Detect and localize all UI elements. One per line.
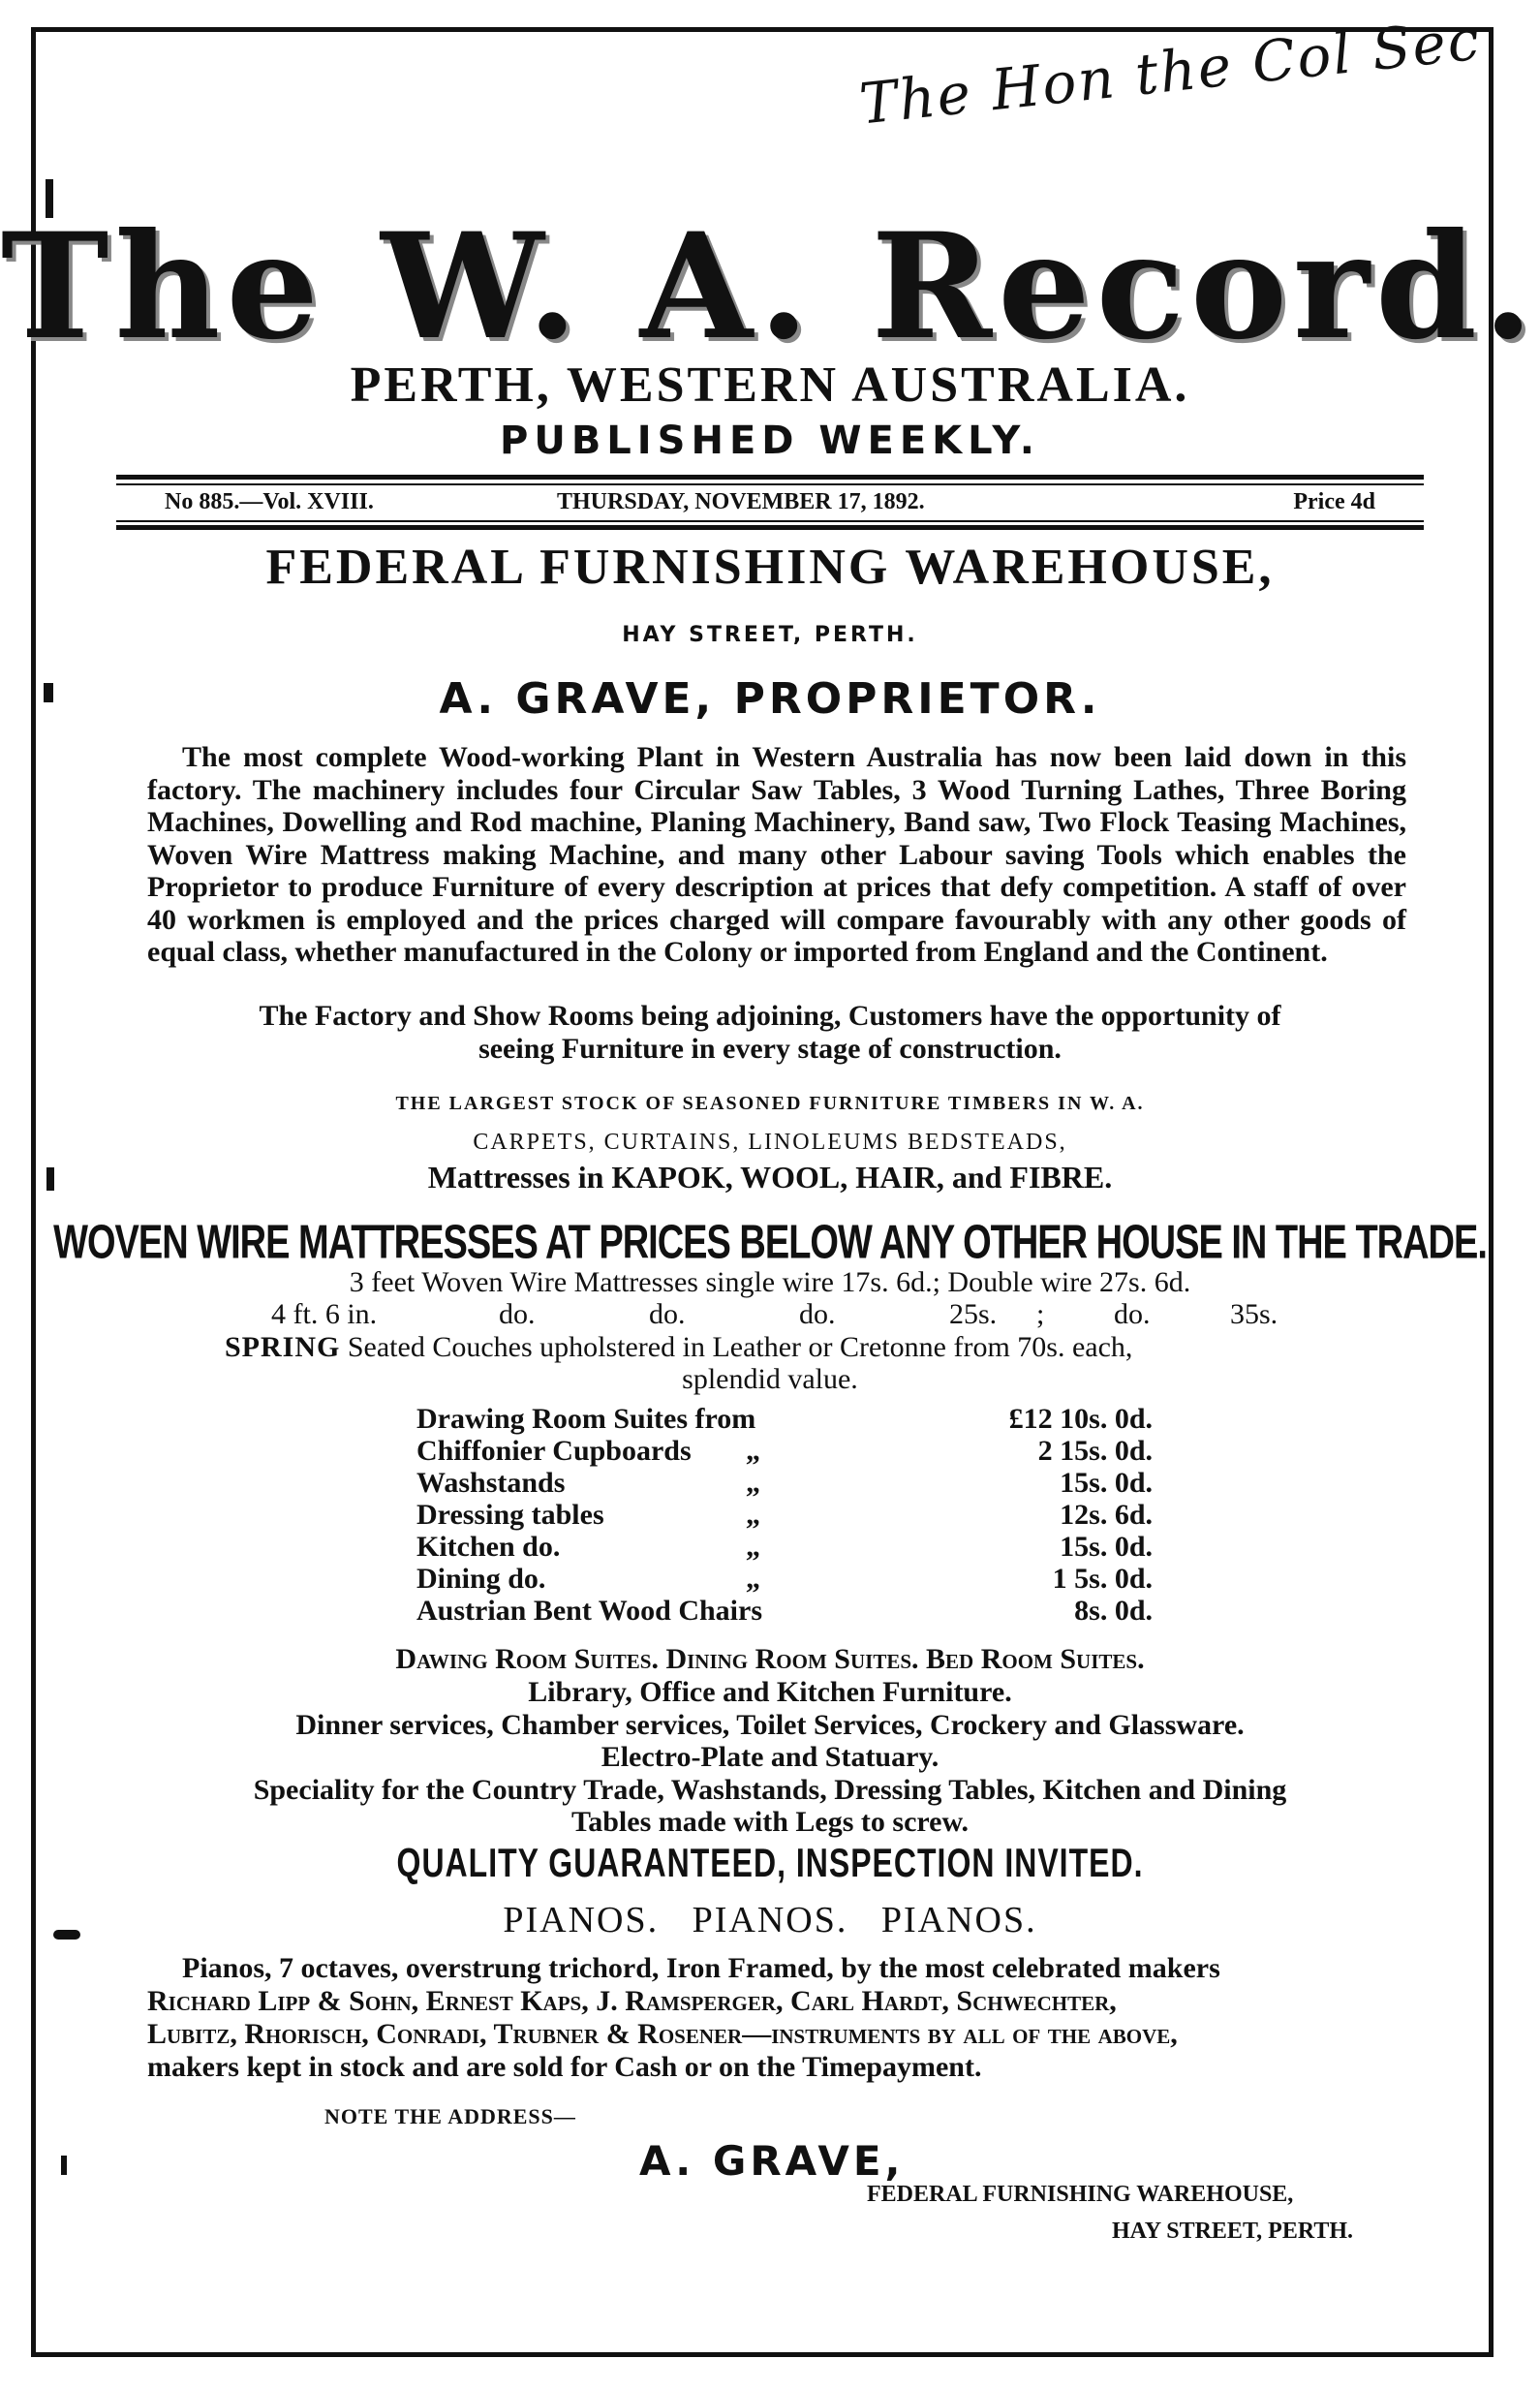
price-price: 8s. 0d. bbox=[1074, 1595, 1153, 1627]
carpets-line: CARPETS, CURTAINS, LINOLEUMS BEDSTEADS, bbox=[473, 1130, 1067, 1155]
woven-line-2 bbox=[271, 1298, 1288, 1331]
price-item: Austrian Bent Wood Chairs bbox=[416, 1595, 763, 1627]
woven-ditto: do. bbox=[649, 1298, 686, 1330]
issue-date: THURSDAY, NOVEMBER 17, 1892. bbox=[557, 489, 925, 514]
signature-street: HAY STREET, PERTH. bbox=[1112, 2219, 1353, 2244]
woven-separator: ; bbox=[1036, 1298, 1045, 1330]
library-line: Library, Office and Kitchen Furniture. bbox=[528, 1676, 1012, 1708]
issue-price: Price 4d bbox=[1293, 489, 1375, 514]
price-q: „ bbox=[746, 1467, 760, 1499]
electro-line: Electro-Plate and Statuary. bbox=[601, 1741, 939, 1773]
signature-warehouse: FEDERAL FURNISHING WAREHOUSE, bbox=[867, 2182, 1294, 2207]
bottom-rule bbox=[116, 525, 1424, 530]
price-row bbox=[416, 1595, 1153, 1627]
price-q: „ bbox=[746, 1499, 760, 1531]
signature-name: A. GRAVE, bbox=[639, 2137, 905, 2185]
top-rule-thin bbox=[116, 483, 1424, 485]
quality-headline: QUALITY GUARANTEED, INSPECTION INVITED. bbox=[396, 1840, 1144, 1886]
price-price: 2 15s. 0d. bbox=[1037, 1435, 1153, 1467]
price-q: „ bbox=[746, 1435, 760, 1467]
price-price: £12 10s. 0d. bbox=[1008, 1403, 1153, 1435]
woven-ditto: do. bbox=[499, 1298, 536, 1330]
mattresses-line: Mattresses in KAPOK, WOOL, HAIR, and FIBRE. bbox=[427, 1160, 1113, 1195]
suites-line: Dawing Room Suites. Dining Room Suites. Bed Room Suites. bbox=[395, 1643, 1145, 1675]
timber-stock-line: THE LARGEST STOCK OF SEASONED FURNITURE TIMBERS IN W. A. bbox=[395, 1093, 1145, 1114]
spring-line bbox=[225, 1331, 1387, 1364]
margin-mark bbox=[61, 2156, 67, 2175]
top-rule bbox=[116, 475, 1424, 480]
dinner-line: Dinner services, Chamber services, Toilet Services, Crockery and Glassware. bbox=[295, 1709, 1245, 1741]
price-item: Chiffonier Cupboards bbox=[416, 1435, 692, 1467]
speciality-line-1: Speciality for the Country Trade, Washstands, Dressing Tables, Kitchen and Dining bbox=[253, 1774, 1287, 1806]
pianos-heading: PIANOS. PIANOS. PIANOS. bbox=[503, 1900, 1037, 1940]
price-item: Dining do. bbox=[416, 1563, 546, 1595]
woven-price: 25s. bbox=[949, 1298, 998, 1330]
woven-price: 35s. bbox=[1230, 1298, 1278, 1330]
pianos-line-2: Richard Lipp & Sohn, Ernest Kaps, J. Ramsperger, Carl Hardt, Schwechter, bbox=[147, 1985, 1117, 2017]
pianos-line-1: Pianos, 7 octaves, overstrung trichord, Iron Framed, by the most celebrated makers bbox=[182, 1952, 1220, 1984]
pianos-line-3: Lubitz, Rhorisch, Conradi, Trubner & Rosener—instruments by all of the above, bbox=[147, 2018, 1178, 2050]
price-price: 15s. 0d. bbox=[1060, 1467, 1153, 1499]
price-item: Kitchen do. bbox=[416, 1531, 561, 1563]
price-price: 12s. 6d. bbox=[1060, 1499, 1153, 1531]
speciality-line-2: Tables made with Legs to screw. bbox=[570, 1806, 969, 1838]
ad-title: FEDERAL FURNISHING WAREHOUSE, bbox=[265, 540, 1275, 595]
bottom-rule-thin bbox=[116, 520, 1424, 522]
issue-number: No 885.—Vol. XVIII. bbox=[165, 489, 374, 514]
dateline bbox=[165, 489, 1375, 522]
ad-proprietor: A. GRAVE, PROPRIETOR. bbox=[439, 674, 1101, 724]
price-row bbox=[416, 1499, 1153, 1531]
intro-paragraph: The most complete Wood-working Plant in Western Australia has now been laid down in this factory. The machinery includes four Circular Saw Tables, 3 Wood Turning Lathes, Three Boring Machines, Dowelling and Rod machine, Planing Machinery, Band saw, Two Flock Teasing Machines, Woven Wire Mattress making Machine, and many other Labour saving Tools which enables the Proprietor to produce Furniture of every description at prices that defy competition. A staff of over 40 workmen is employed and the prices charged will compare favourably with any other goods of equal class, whether manufactured in the Colony or imported from England and the Continent. bbox=[147, 741, 1406, 968]
price-price: 15s. 0d. bbox=[1060, 1531, 1153, 1563]
price-item: Washstands bbox=[416, 1467, 566, 1499]
factory-line-1: The Factory and Show Rooms being adjoining, Customers have the opportunity of bbox=[259, 1000, 1281, 1032]
price-q: „ bbox=[746, 1531, 760, 1563]
location-line: PERTH, WESTERN AUSTRALIA. bbox=[350, 357, 1190, 413]
factory-line-2: seeing Furniture in every stage of construction. bbox=[478, 1033, 1062, 1065]
spring-line-2: splendid value. bbox=[682, 1363, 858, 1395]
woven-ditto: do. bbox=[799, 1298, 836, 1330]
frequency-line: PUBLISHED WEEKLY. bbox=[500, 419, 1040, 463]
masthead-title: The W. A. Record. bbox=[0, 202, 1540, 372]
price-row bbox=[416, 1563, 1153, 1595]
price-price: 1 5s. 0d. bbox=[1052, 1563, 1153, 1595]
price-item: Drawing Room Suites from bbox=[416, 1403, 756, 1435]
price-item: Dressing tables bbox=[416, 1499, 604, 1531]
price-row bbox=[416, 1531, 1153, 1563]
spring-word: SPRING bbox=[225, 1331, 341, 1363]
ad-street: HAY STREET, PERTH. bbox=[622, 623, 918, 647]
woven-line-1: 3 feet Woven Wire Mattresses single wire 17s. 6d.; Double wire 27s. 6d. bbox=[349, 1266, 1191, 1298]
spring-text: Seated Couches upholstered in Leather or Cretonne from 70s. each, bbox=[347, 1331, 1133, 1363]
price-row bbox=[416, 1467, 1153, 1499]
note-address: NOTE THE ADDRESS— bbox=[324, 2104, 576, 2128]
woven-ditto: do. bbox=[1114, 1298, 1151, 1330]
price-q: „ bbox=[746, 1563, 760, 1595]
pianos-line-4: makers kept in stock and are sold for Cash or on the Timepayment. bbox=[147, 2051, 982, 2083]
price-list bbox=[416, 1403, 1153, 1627]
woven-size: 4 ft. 6 in. bbox=[271, 1298, 378, 1330]
price-row bbox=[416, 1403, 1153, 1435]
handwritten-annotation: The Hon the Col Sec bbox=[855, 6, 1484, 138]
price-row bbox=[416, 1435, 1153, 1467]
woven-headline: WOVEN WIRE MATTRESSES AT PRICES BELOW ANY OTHER HOUSE IN THE TRADE. bbox=[53, 1216, 1487, 1270]
